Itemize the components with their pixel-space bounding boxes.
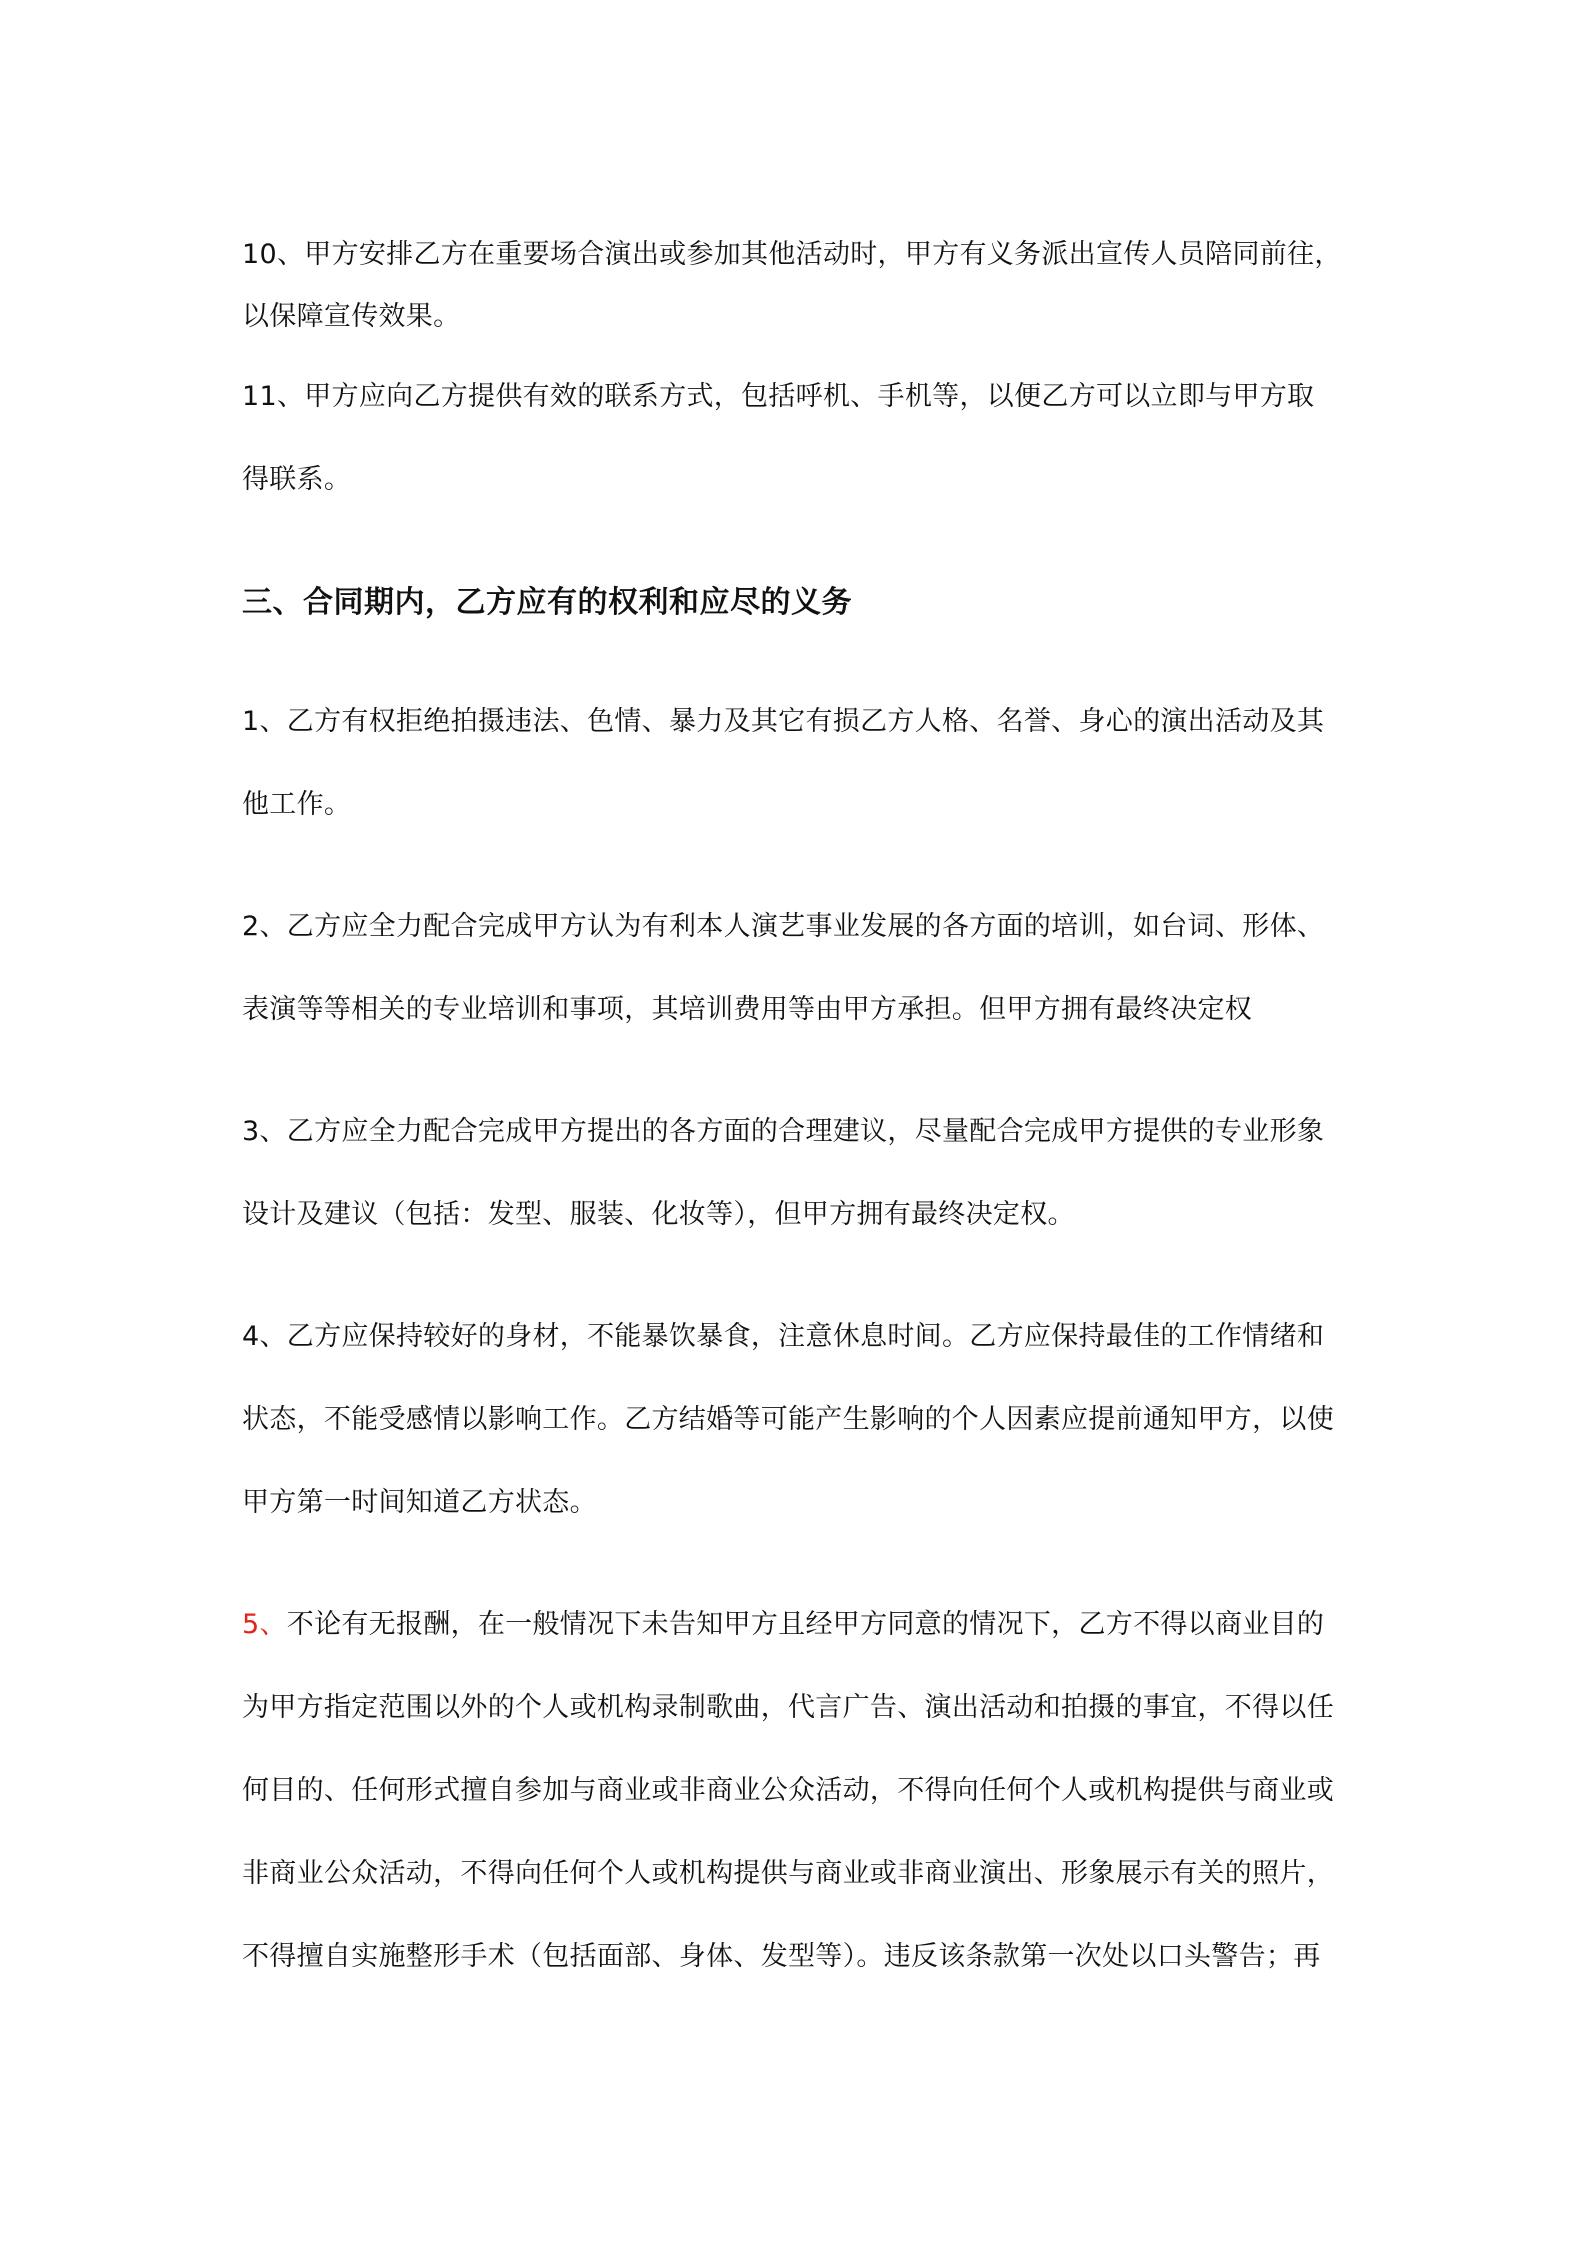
item-5-line-5: 不得擅自实施整形手术（包括面部、身体、发型等）。违反该条款第一次处以口头警告；再 [242,1941,1321,1972]
item-4-line-3: 甲方第一时间知道乙方状态。 [242,1487,597,1518]
section-3-heading: 三、合同期内，乙方应有的权利和应尽的义务 [242,585,852,620]
item-3-line-1: 3、乙方应全力配合完成甲方提出的各方面的合理建议，尽量配合完成甲方提供的专业形象 [242,1116,1325,1147]
item-5-line-4: 非商业公众活动，不得向任何个人或机构提供与商业或非商业演出、形象展示有关的照片， [242,1858,1334,1889]
item-5-number: 5、 [242,1609,287,1640]
item-5-line-3: 何目的、任何形式擅自参加与商业或非商业公众活动，不得向任何个人或机构提供与商业或 [242,1775,1334,1806]
clause-11-line-2: 得联系。 [242,464,352,495]
clause-10-line-2: 以保障宣传效果。 [242,301,461,332]
clause-10-line-1: 10、甲方安排乙方在重要场合演出或参加其他活动时，甲方有义务派出宣传人员陪同前往， [242,239,1342,270]
item-5-line-1 [242,1605,1362,1645]
clause-11-line-1: 11、甲方应向乙方提供有效的联系方式，包括呼机、手机等，以便乙方可以立即与甲方取 [242,381,1315,412]
item-2-line-2: 表演等等相关的专业培训和事项，其培训费用等由甲方承担。但甲方拥有最终决定权 [242,994,1253,1025]
item-5-line-2: 为甲方指定范围以外的个人或机构录制歌曲，代言广告、演出活动和拍摄的事宜，不得以任 [242,1692,1334,1723]
item-5-line-1-text: 不论有无报酬，在一般情况下未告知甲方且经甲方同意的情况下，乙方不得以商业目的 [286,1609,1325,1640]
item-1-line-2: 他工作。 [242,789,352,820]
item-3-line-2: 设计及建议（包括：发型、服装、化妆等），但甲方拥有最终决定权。 [242,1199,1075,1230]
item-4-line-1: 4、乙方应保持较好的身材，不能暴饮暴食，注意休息时间。乙方应保持最佳的工作情绪和 [242,1321,1325,1352]
item-1-line-1: 1、乙方有权拒绝拍摄违法、色情、暴力及其它有损乙方人格、名誉、身心的演出活动及其 [242,706,1325,737]
item-2-line-1: 2、乙方应全力配合完成甲方认为有利本人演艺事业发展的各方面的培训，如台词、形体、 [242,911,1325,942]
item-4-line-2: 状态，不能受感情以影响工作。乙方结婚等可能产生影响的个人因素应提前通知甲方，以使 [242,1404,1334,1435]
